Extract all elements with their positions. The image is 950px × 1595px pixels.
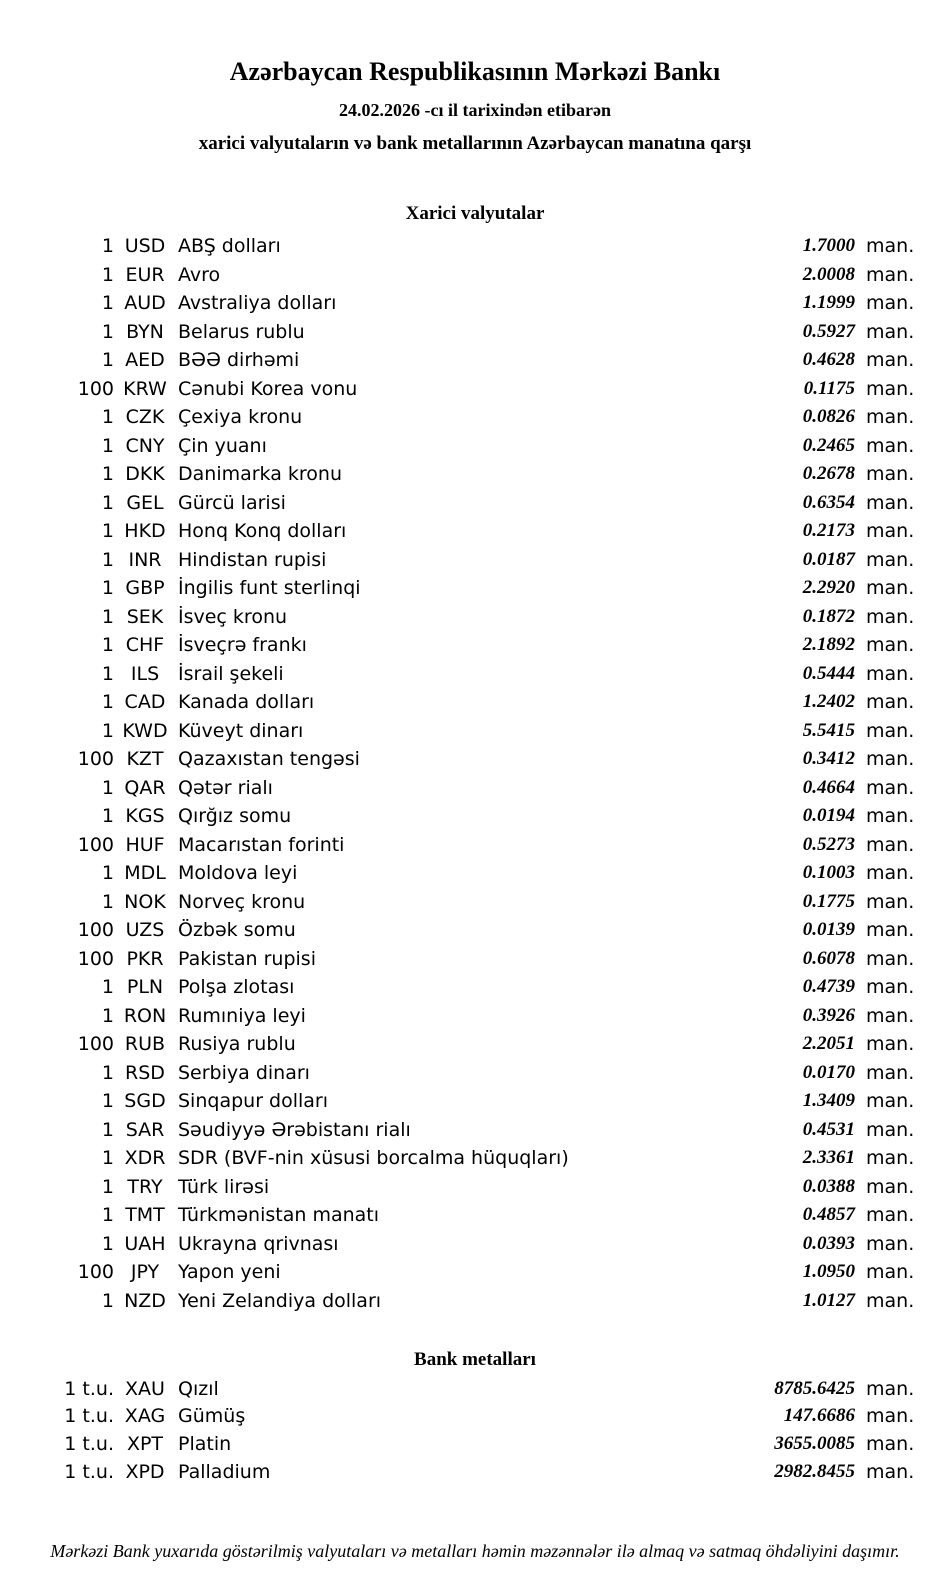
row-currency-name: Moldova leyi — [178, 862, 298, 885]
rate-row — [0, 916, 950, 945]
row-quantity: 1 t.u. — [64, 1460, 114, 1483]
row-currency-name: Belarus rublu — [178, 320, 305, 343]
rate-row — [0, 403, 950, 432]
row-rate-unit: man. — [866, 662, 915, 685]
row-rate-value: 0.2678 — [802, 463, 855, 485]
row-rate-value: 0.1003 — [802, 862, 855, 884]
row-currency-code: CAD — [124, 691, 166, 714]
row-rate-value: 2.2920 — [802, 577, 855, 599]
row-currency-name: Danimarka kronu — [178, 463, 343, 486]
row-currency-code: XDR — [124, 1147, 166, 1170]
row-rate-value: 5.5415 — [802, 719, 855, 741]
row-rate-value: 0.4739 — [802, 976, 855, 998]
row-currency-name: Pakistan rupisi — [178, 947, 316, 970]
row-currency-name: ABŞ dolları — [178, 235, 281, 258]
rate-row — [0, 1059, 950, 1088]
row-currency-name: Qızıl — [178, 1377, 219, 1400]
rate-row — [0, 1173, 950, 1202]
row-currency-code: BYN — [126, 320, 164, 343]
row-currency-code: HKD — [124, 520, 166, 543]
row-rate-unit: man. — [866, 1033, 915, 1056]
row-quantity: 1 — [101, 292, 114, 315]
row-rate-unit: man. — [866, 805, 915, 828]
row-quantity: 1 — [101, 235, 114, 258]
rate-row — [0, 375, 950, 404]
rate-row — [0, 232, 950, 261]
row-currency-code: KRW — [123, 377, 167, 400]
row-currency-code: TMT — [125, 1204, 165, 1227]
row-currency-name: Özbək somu — [178, 919, 296, 942]
row-currency-name: Gümüş — [178, 1405, 246, 1428]
row-currency-code: MDL — [124, 862, 166, 885]
rate-row — [0, 546, 950, 575]
row-currency-code: XPT — [126, 1432, 164, 1455]
row-currency-code: SEK — [126, 605, 164, 628]
row-quantity: 1 — [101, 976, 114, 999]
row-rate-value: 0.1175 — [803, 377, 855, 399]
row-rate-unit: man. — [866, 1204, 915, 1227]
row-rate-unit: man. — [866, 1432, 915, 1455]
row-currency-code: KWD — [122, 719, 168, 742]
row-rate-unit: man. — [866, 377, 915, 400]
row-currency-code: USD — [124, 235, 166, 258]
row-rate-value: 0.6078 — [802, 947, 855, 969]
rate-row — [0, 517, 950, 546]
row-rate-value: 0.4664 — [802, 776, 855, 798]
row-rate-unit: man. — [866, 1232, 915, 1255]
row-quantity: 1 — [101, 263, 114, 286]
row-quantity: 1 — [101, 805, 114, 828]
row-rate-unit: man. — [866, 1289, 915, 1312]
row-quantity: 1 — [101, 662, 114, 685]
row-currency-code: ILS — [130, 662, 160, 685]
row-currency-code: NOK — [124, 890, 166, 913]
row-quantity: 1 — [101, 491, 114, 514]
row-quantity: 1 — [101, 1147, 114, 1170]
row-rate-value: 0.4531 — [802, 1118, 855, 1140]
row-currency-name: Rusiya rublu — [178, 1033, 296, 1056]
row-rate-unit: man. — [866, 406, 915, 429]
rate-row — [0, 318, 950, 347]
rate-row — [0, 603, 950, 632]
row-rate-value: 0.0187 — [802, 548, 855, 570]
row-rate-value: 2.2051 — [802, 1033, 855, 1055]
row-rate-unit: man. — [866, 1004, 915, 1027]
row-currency-code: GBP — [125, 577, 165, 600]
rate-row — [0, 460, 950, 489]
row-rate-value: 0.1872 — [802, 605, 855, 627]
row-rate-unit: man. — [866, 1261, 915, 1284]
row-currency-name: Avstraliya dolları — [178, 292, 337, 315]
row-quantity: 1 — [101, 1118, 114, 1141]
rate-row — [0, 745, 950, 774]
rate-row — [0, 688, 950, 717]
row-currency-code: PLN — [126, 976, 164, 999]
row-currency-name: Palladium — [178, 1460, 271, 1483]
row-currency-name: Yeni Zelandiya dolları — [178, 1289, 382, 1312]
row-currency-code: EUR — [125, 263, 165, 286]
row-rate-unit: man. — [866, 1175, 915, 1198]
row-rate-value: 3655.0085 — [774, 1432, 855, 1454]
rate-row — [0, 1144, 950, 1173]
currencies-table — [0, 232, 950, 1315]
row-rate-unit: man. — [866, 862, 915, 885]
row-rate-value: 0.1775 — [802, 890, 855, 912]
row-rate-value: 1.7000 — [802, 235, 855, 257]
row-rate-unit: man. — [866, 320, 915, 343]
row-quantity: 100 — [77, 833, 114, 856]
row-currency-code: JPY — [130, 1261, 160, 1284]
row-rate-value: 0.5273 — [802, 833, 855, 855]
row-currency-code: SGD — [124, 1090, 166, 1113]
row-quantity: 100 — [77, 1261, 114, 1284]
row-currency-name: Qırğız somu — [178, 805, 292, 828]
row-rate-unit: man. — [866, 748, 915, 771]
row-quantity: 1 — [101, 463, 114, 486]
row-currency-name: Serbiya dinarı — [178, 1061, 310, 1084]
currencies-section-title: Xarici valyutalar — [405, 203, 545, 224]
page-subtitle: xarici valyutaların və bank metallarının Azərbaycan manatına qarşı — [198, 133, 752, 154]
row-currency-name: Yapon yeni — [178, 1261, 281, 1284]
row-rate-value: 0.0826 — [802, 406, 855, 428]
metals-section-title: Bank metalları — [414, 1349, 536, 1370]
rate-row — [0, 1116, 950, 1145]
row-rate-unit: man. — [866, 919, 915, 942]
row-quantity: 1 — [101, 1289, 114, 1312]
row-currency-code: NZD — [124, 1289, 166, 1312]
row-currency-name: Cənubi Korea vonu — [178, 377, 358, 400]
row-rate-value: 1.0127 — [802, 1289, 855, 1311]
row-rate-value: 8785.6425 — [774, 1377, 855, 1399]
row-rate-unit: man. — [866, 463, 915, 486]
row-rate-value: 0.0170 — [802, 1061, 855, 1083]
row-currency-code: GEL — [126, 491, 164, 514]
row-quantity: 1 — [101, 719, 114, 742]
row-rate-unit: man. — [866, 1061, 915, 1084]
rate-row — [0, 717, 950, 746]
row-currency-name: Səudiyyə Ərəbistanı rialı — [178, 1118, 411, 1141]
row-currency-code: KZT — [126, 748, 164, 771]
row-currency-name: İsrail şekeli — [178, 662, 284, 685]
row-rate-value: 0.3412 — [802, 748, 855, 770]
row-currency-name: Çin yuanı — [178, 434, 267, 457]
row-currency-name: Platin — [178, 1432, 232, 1455]
row-currency-name: BƏƏ dirhəmi — [178, 349, 300, 372]
row-rate-unit: man. — [866, 634, 915, 657]
row-currency-code: SAR — [125, 1118, 165, 1141]
row-currency-code: KGS — [125, 805, 165, 828]
row-currency-name: Qazaxıstan tengəsi — [178, 748, 360, 771]
row-rate-value: 0.5927 — [802, 320, 855, 342]
row-rate-unit: man. — [866, 1147, 915, 1170]
row-rate-value: 0.4857 — [802, 1204, 855, 1226]
row-rate-unit: man. — [866, 434, 915, 457]
row-rate-value: 0.6354 — [802, 491, 855, 513]
row-quantity: 1 — [101, 634, 114, 657]
row-currency-name: Avro — [178, 263, 221, 286]
row-rate-unit: man. — [866, 548, 915, 571]
row-rate-unit: man. — [866, 1118, 915, 1141]
rate-row — [0, 859, 950, 888]
row-currency-name: İsveç kronu — [178, 605, 288, 628]
row-rate-value: 0.2173 — [802, 520, 855, 542]
row-quantity: 1 — [101, 1204, 114, 1227]
row-rate-value: 0.2465 — [802, 434, 855, 456]
row-quantity: 1 — [101, 1175, 114, 1198]
rate-row — [0, 660, 950, 689]
rate-row — [0, 1458, 950, 1486]
row-currency-name: Kanada dolları — [178, 691, 315, 714]
row-quantity: 1 — [101, 691, 114, 714]
row-rate-unit: man. — [866, 947, 915, 970]
row-rate-unit: man. — [866, 1405, 915, 1428]
row-quantity: 100 — [77, 1033, 114, 1056]
row-rate-unit: man. — [866, 605, 915, 628]
row-currency-code: TRY — [127, 1175, 163, 1198]
rate-row — [0, 489, 950, 518]
row-rate-value: 2.0008 — [802, 263, 855, 285]
row-currency-code: CHF — [125, 634, 165, 657]
row-rate-unit: man. — [866, 235, 915, 258]
row-quantity: 1 — [101, 1061, 114, 1084]
rate-row — [0, 432, 950, 461]
row-currency-name: Çexiya kronu — [178, 406, 303, 429]
row-quantity: 1 — [101, 320, 114, 343]
row-rate-value: 147.6686 — [783, 1405, 855, 1427]
row-rate-value: 2.1892 — [802, 634, 855, 656]
row-currency-code: XPD — [125, 1460, 165, 1483]
rate-row — [0, 346, 950, 375]
row-quantity: 1 — [101, 520, 114, 543]
row-currency-name: Türkmənistan manatı — [178, 1204, 380, 1227]
row-rate-value: 1.2402 — [802, 691, 855, 713]
rate-row — [0, 1002, 950, 1031]
row-currency-code: XAG — [124, 1405, 166, 1428]
row-quantity: 1 t.u. — [64, 1405, 114, 1428]
row-currency-name: Küveyt dinarı — [178, 719, 304, 742]
row-currency-code: QAR — [124, 776, 166, 799]
page-title: Azərbaycan Respublikasının Mərkəzi Bankı — [229, 57, 721, 86]
row-currency-name: SDR (BVF-nin xüsusi borcalma hüquqları) — [178, 1147, 569, 1170]
row-rate-value: 0.0393 — [802, 1232, 855, 1254]
rate-row — [0, 261, 950, 290]
row-currency-code: PKR — [126, 947, 164, 970]
row-currency-code: RUB — [124, 1033, 166, 1056]
rate-row — [0, 1375, 950, 1403]
row-currency-name: Qətər rialı — [178, 776, 273, 799]
row-currency-code: AED — [125, 349, 165, 372]
row-quantity: 100 — [77, 919, 114, 942]
effective-date-line: 24.02.2026 -cı il tarixindən etibarən — [339, 100, 611, 120]
row-rate-unit: man. — [866, 833, 915, 856]
row-quantity: 1 — [101, 406, 114, 429]
footer-note: Mərkəzi Bank yuxarıda göstərilmiş valyutaları və metalları həmin məzənnələr ilə almaq və satmaq öhdəliyini daşımır. — [50, 1541, 900, 1561]
row-currency-name: İngilis funt sterlinqi — [178, 577, 361, 600]
row-rate-unit: man. — [866, 349, 915, 372]
rate-row — [0, 1030, 950, 1059]
rate-row — [0, 1430, 950, 1458]
row-quantity: 1 — [101, 776, 114, 799]
row-currency-code: AUD — [124, 292, 166, 315]
row-rate-value: 2982.8455 — [774, 1460, 855, 1482]
row-rate-unit: man. — [866, 691, 915, 714]
row-currency-name: Norveç kronu — [178, 890, 306, 913]
row-currency-name: Sinqapur dolları — [178, 1090, 329, 1113]
row-quantity: 1 — [101, 548, 114, 571]
row-currency-name: Ukrayna qrivnası — [178, 1232, 339, 1255]
row-currency-code: RSD — [125, 1061, 165, 1084]
rate-row — [0, 774, 950, 803]
row-rate-unit: man. — [866, 719, 915, 742]
row-quantity: 1 — [101, 577, 114, 600]
row-rate-value: 0.4628 — [802, 349, 855, 371]
rate-row — [0, 888, 950, 917]
rate-row — [0, 1201, 950, 1230]
row-currency-name: Gürcü larisi — [178, 491, 286, 514]
row-rate-unit: man. — [866, 520, 915, 543]
row-rate-unit: man. — [866, 1377, 915, 1400]
row-currency-name: Hindistan rupisi — [178, 548, 327, 571]
rate-row — [0, 1230, 950, 1259]
rate-row — [0, 574, 950, 603]
row-rate-value: 0.3926 — [802, 1004, 855, 1026]
row-currency-code: HUF — [125, 833, 165, 856]
rate-row — [0, 973, 950, 1002]
row-quantity: 1 — [101, 349, 114, 372]
row-currency-code: RON — [123, 1004, 167, 1027]
rate-row — [0, 945, 950, 974]
rate-row — [0, 831, 950, 860]
row-currency-name: İsveçrə frankı — [178, 634, 307, 657]
row-quantity: 100 — [77, 377, 114, 400]
row-rate-unit: man. — [866, 1460, 915, 1483]
row-rate-unit: man. — [866, 263, 915, 286]
row-quantity: 1 t.u. — [64, 1377, 114, 1400]
row-rate-value: 1.1999 — [802, 292, 855, 314]
row-currency-name: Honq Konq dolları — [178, 520, 347, 543]
row-currency-code: UZS — [125, 919, 165, 942]
row-quantity: 1 — [101, 1090, 114, 1113]
row-quantity: 1 — [101, 1232, 114, 1255]
row-currency-code: CNY — [125, 434, 165, 457]
row-quantity: 1 — [101, 1004, 114, 1027]
row-quantity: 1 — [101, 862, 114, 885]
row-rate-value: 0.0139 — [802, 919, 855, 941]
row-currency-name: Rumıniya leyi — [178, 1004, 306, 1027]
metals-table — [0, 1375, 950, 1485]
row-rate-unit: man. — [866, 1090, 915, 1113]
row-quantity: 1 t.u. — [64, 1432, 114, 1455]
row-quantity: 100 — [77, 947, 114, 970]
row-currency-name: Türk lirəsi — [178, 1175, 270, 1198]
row-rate-unit: man. — [866, 890, 915, 913]
row-currency-name: Macarıstan forinti — [178, 833, 345, 856]
row-rate-value: 0.5444 — [802, 662, 855, 684]
rate-row — [0, 1087, 950, 1116]
rate-row — [0, 1287, 950, 1316]
rate-row — [0, 802, 950, 831]
row-quantity: 1 — [101, 890, 114, 913]
row-rate-value: 1.3409 — [802, 1090, 855, 1112]
row-rate-unit: man. — [866, 976, 915, 999]
row-rate-value: 0.0388 — [802, 1175, 855, 1197]
row-quantity: 100 — [77, 748, 114, 771]
row-quantity: 1 — [101, 434, 114, 457]
row-currency-code: UAH — [124, 1232, 166, 1255]
row-rate-value: 1.0950 — [802, 1261, 855, 1283]
rate-row — [0, 1258, 950, 1287]
row-currency-code: CZK — [125, 406, 165, 429]
row-rate-unit: man. — [866, 776, 915, 799]
row-rate-unit: man. — [866, 292, 915, 315]
row-currency-code: DKK — [125, 463, 165, 486]
row-currency-code: INR — [128, 548, 162, 571]
row-rate-unit: man. — [866, 577, 915, 600]
row-quantity: 1 — [101, 605, 114, 628]
rate-row — [0, 1403, 950, 1431]
rate-row — [0, 289, 950, 318]
row-rate-unit: man. — [866, 491, 915, 514]
row-currency-name: Polşa zlotası — [178, 976, 295, 999]
row-rate-value: 0.0194 — [802, 805, 855, 827]
rate-row — [0, 631, 950, 660]
row-currency-code: XAU — [125, 1377, 165, 1400]
row-rate-value: 2.3361 — [802, 1147, 855, 1169]
